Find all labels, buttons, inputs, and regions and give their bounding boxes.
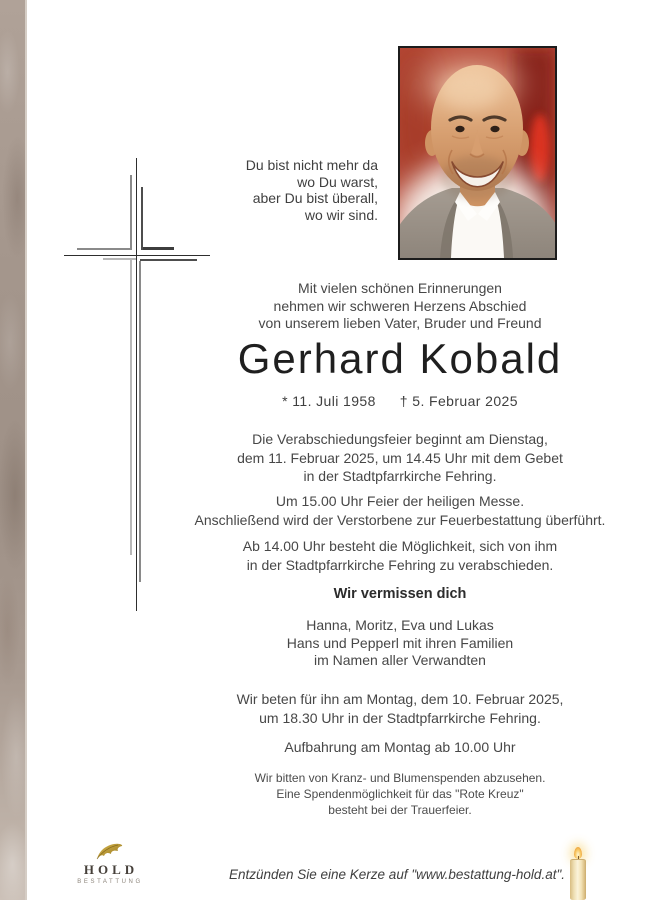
service-announcement xyxy=(136,430,664,486)
mass-announcement xyxy=(136,492,664,529)
intro-line: Mit vielen schönen Erinnerungen xyxy=(298,280,502,296)
laying-out-text: Aufbahrung am Montag ab 10.00 Uhr xyxy=(284,739,516,755)
farewell-announcement xyxy=(136,537,664,574)
funeral-home-subtitle: BESTATTUNG xyxy=(77,879,143,885)
service-line: dem 11. Februar 2025, um 14.45 Uhr mit dem Gebet xyxy=(237,449,563,466)
gold-leaf-icon xyxy=(94,843,124,861)
life-dates xyxy=(136,393,664,409)
quote-line: aber Du bist überall, xyxy=(252,190,378,206)
memorial-quote xyxy=(160,157,378,223)
donation-line: Wir bitten von Kranz- und Blumenspenden abzusehen. xyxy=(254,771,546,785)
family-line: Hanna, Moritz, Eva und Lukas xyxy=(306,617,494,633)
portrait-illustration xyxy=(400,48,555,258)
intro-text xyxy=(136,280,664,333)
family-names xyxy=(136,617,664,670)
intro-line: nehmen wir schweren Herzens Abschied xyxy=(273,297,527,314)
cross-line xyxy=(141,187,143,250)
cross-line xyxy=(130,175,132,250)
deceased-portrait-photo xyxy=(398,46,557,260)
intro-line: von unserem lieben Vater, Bruder und Freund xyxy=(258,315,542,331)
donation-line: besteht bei der Trauerfeier. xyxy=(328,803,472,817)
candle-body xyxy=(570,859,586,900)
prayer-announcement xyxy=(136,690,664,727)
cross-line xyxy=(130,259,132,555)
service-line: in der Stadtpfarrkirche Fehring. xyxy=(303,468,497,484)
prayer-line: um 18.30 Uhr in der Stadtpfarrkirche Fehring. xyxy=(259,709,541,726)
quote-line: wo wir sind. xyxy=(304,206,378,223)
memorial-candle-icon xyxy=(567,845,589,899)
prayer-line: Wir beten für ihn am Montag, dem 10. Februar 2025, xyxy=(236,691,564,707)
miss-you-text: Wir vermissen dich xyxy=(333,586,467,602)
family-line: Hans und Pepperl mit ihren Familien xyxy=(286,634,514,651)
donation-line: Eine Spendenmöglichkeit für das "Rote Kreuz" xyxy=(276,787,524,801)
funeral-home-logo xyxy=(74,843,144,885)
family-line: im Namen aller Verwandten xyxy=(314,652,486,668)
farewell-line: in der Stadtpfarrkirche Fehring zu verabschieden. xyxy=(246,556,554,573)
cross-line xyxy=(64,255,210,256)
mass-line: Anschließend wird der Verstorbene zur Feuerbestattung überführt. xyxy=(194,511,606,528)
farewell-line: Ab 14.00 Uhr besteht die Möglichkeit, sich von ihm xyxy=(242,538,558,554)
cross-line xyxy=(143,247,174,250)
funeral-home-name: HOLD xyxy=(83,862,139,877)
service-line: Die Verabschiedungsfeier beginnt am Dienstag, xyxy=(252,431,548,447)
quote-line: wo Du warst, xyxy=(297,173,378,190)
candle-invitation-text: Entzünden Sie eine Kerze auf "www.bestattung-hold.at". xyxy=(228,867,565,882)
deceased-name: Gerhard Kobald xyxy=(237,335,563,382)
cross-line xyxy=(140,259,197,261)
donation-note xyxy=(136,770,664,818)
birth-date: * 11. Juli 1958 xyxy=(282,393,376,409)
cross-line xyxy=(77,248,131,250)
mass-line: Um 15.00 Uhr Feier der heiligen Messe. xyxy=(275,493,525,509)
stone-border-strip xyxy=(0,0,27,900)
quote-line: Du bist nicht mehr da xyxy=(245,157,378,173)
death-date: † 5. Februar 2025 xyxy=(399,393,518,409)
